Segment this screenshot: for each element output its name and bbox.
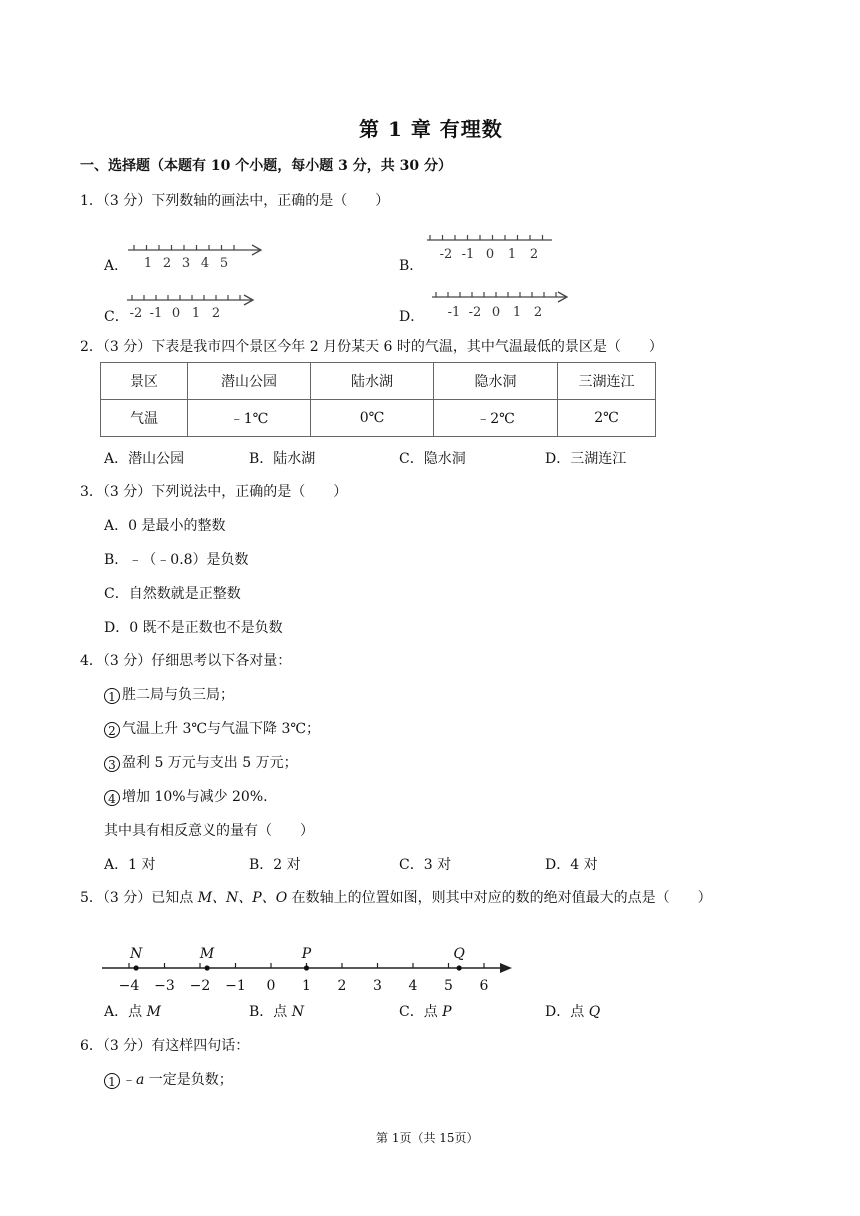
point-label: Q (453, 946, 465, 962)
q6-item-1 (104, 1069, 233, 1089)
question-6-stem: 6．（3 分）有这样四句话： (80, 1038, 250, 1054)
tick-label: 0 (491, 305, 501, 320)
table-cell: 景区 (101, 363, 188, 400)
tick-label: 1 (302, 978, 311, 994)
tick-label: 4 (408, 978, 418, 994)
tick-label: 5 (444, 978, 453, 994)
table-cell: 2℃ (558, 400, 656, 437)
q4-option-b: B．2 对 (249, 857, 301, 873)
q4-question: 其中具有相反意义的量有（ ） (104, 823, 314, 839)
tick-label: -1 (149, 306, 163, 321)
q5-option-c (399, 1001, 452, 1021)
circled-number: 1 (104, 1073, 120, 1089)
page-title: 第 1 章 有理数 (359, 117, 503, 141)
question-2-stem: 2．（3 分）下表是我市四个景区今年 2 月份某天 6 时的气温，其中气温最低的景区是（ ） (80, 339, 663, 355)
option-text: A．点 (104, 1004, 147, 1020)
question-5-stem (80, 887, 712, 907)
tick-label: 1 (512, 305, 522, 320)
tick-label: -1 (447, 305, 461, 320)
circled-number: 3 (104, 756, 120, 772)
q4-option-c: C．3 对 (399, 857, 452, 873)
tick-label: 1 (143, 256, 153, 270)
q3-option-d: D．0 既不是正数也不是负数 (104, 620, 283, 636)
tick-label: -2 (439, 247, 453, 262)
tick-label: 2 (162, 256, 172, 270)
tick-label: −2 (189, 978, 211, 994)
tick-label: 3 (181, 256, 191, 270)
temperature-table (100, 362, 656, 437)
tick-label: -2 (468, 305, 482, 320)
q3-option-a: A．0 是最小的整数 (104, 518, 226, 534)
q6-var: a (136, 1072, 145, 1088)
point-label: M (199, 946, 215, 962)
q5-stem-suffix: 在数轴上的位置如图，则其中对应的数的绝对值最大的点是（ ） (287, 890, 712, 906)
point-marker (457, 965, 462, 970)
q4-item-text: 盈利 5 万元与支出 5 万元； (122, 755, 298, 771)
option-var: M (146, 1004, 161, 1020)
q2-option-b: B．陆水湖 (249, 451, 316, 467)
q1-option-c-number-line (124, 290, 259, 326)
q6-item-text: 一定是负数； (144, 1072, 233, 1088)
question-4-stem: 4．（3 分）仔细思考以下各对量： (80, 653, 292, 669)
q4-item-text: 气温上升 3℃与气温下降 3℃； (122, 721, 321, 737)
q1-option-b-number-line (424, 228, 559, 264)
tick-label: 6 (479, 978, 489, 994)
circled-number: 4 (104, 790, 120, 806)
tick-label: 1 (191, 306, 201, 321)
q4-item-text: 增加 10%与减少 20%. (122, 789, 268, 805)
table-cell: 气温 (101, 400, 188, 437)
circled-number: 2 (104, 722, 120, 738)
q5-stem-vars: M、N、P、O (197, 890, 288, 906)
option-var: Q (588, 1004, 601, 1020)
q1-option-b-letter: B． (399, 258, 424, 274)
point-marker (205, 965, 210, 970)
tick-label: 0 (171, 306, 181, 321)
q4-option-d: D．4 对 (545, 857, 598, 873)
q4-item-1 (104, 684, 234, 704)
q1-option-a-number-line (124, 240, 269, 270)
tick-label: 3 (373, 978, 382, 994)
option-text: C．点 (399, 1004, 443, 1020)
tick-label: 1 (507, 247, 517, 262)
q4-item-text: 胜二局与负三局； (122, 687, 234, 703)
option-var: N (291, 1004, 304, 1020)
question-1-stem: 1．（3 分）下列数轴的画法中，正确的是（ ） (80, 193, 390, 209)
table-cell: 三湖连江 (558, 363, 656, 400)
q3-option-c: C．自然数就是正整数 (104, 586, 241, 602)
point-marker (134, 965, 139, 970)
q4-option-a: A．1 对 (104, 857, 156, 873)
section-heading: 一、选择题（本题有 10 个小题，每小题 3 分，共 30 分） (80, 158, 452, 174)
tick-label: 2 (337, 978, 347, 994)
circled-number: 1 (104, 688, 120, 704)
tick-label: 2 (529, 247, 539, 262)
point-marker (304, 965, 309, 970)
tick-label: −1 (225, 978, 246, 994)
q6-minus: ﹣ (122, 1072, 136, 1088)
q2-option-a: A．潜山公园 (104, 451, 185, 467)
tick-label: 2 (211, 306, 221, 321)
tick-label: 4 (200, 256, 210, 270)
q5-option-b (249, 1001, 304, 1021)
page-footer: 第 1页（共 15页） (376, 1131, 479, 1145)
table-cell: 隐水洞 (434, 363, 558, 400)
option-var: P (442, 1004, 452, 1020)
question-3-stem: 3．（3 分）下列说法中，正确的是（ ） (80, 484, 348, 500)
table-header-row (101, 363, 656, 400)
table-cell: ﹣1℃ (188, 400, 311, 437)
q1-option-d-letter: D． (399, 309, 425, 325)
q4-item-4 (104, 786, 268, 806)
point-label: N (129, 946, 143, 962)
q1-option-d-number-line (428, 287, 573, 325)
q2-option-c: C．隐水洞 (399, 451, 466, 467)
point-label: P (301, 946, 312, 962)
q4-item-2 (104, 718, 320, 738)
option-text: B．点 (249, 1004, 292, 1020)
q2-option-d: D．三湖连江 (545, 451, 627, 467)
q3-option-b: B．﹣（﹣0.8）是负数 (104, 552, 249, 568)
q1-option-c-letter: C． (104, 309, 129, 325)
q4-item-3 (104, 752, 298, 772)
q5-option-a (104, 1001, 161, 1021)
tick-label: 2 (533, 305, 543, 320)
q1-option-a-letter: A． (104, 258, 129, 274)
tick-label: -1 (461, 247, 475, 262)
table-cell: 0℃ (311, 400, 434, 437)
tick-label: −4 (118, 978, 140, 994)
table-cell: 潜山公园 (188, 363, 311, 400)
tick-label: -2 (129, 306, 143, 321)
table-row (101, 400, 656, 437)
tick-label: −3 (154, 978, 175, 994)
tick-label: 5 (219, 256, 229, 270)
q5-option-d (545, 1001, 600, 1021)
table-cell: 陆水湖 (311, 363, 434, 400)
q5-stem-prefix: 5．（3 分）已知点 (80, 890, 198, 906)
tick-label: 0 (266, 978, 276, 994)
tick-label: 0 (485, 247, 495, 262)
option-text: D．点 (545, 1004, 589, 1020)
table-cell: ﹣2℃ (434, 400, 558, 437)
q5-number-line (96, 938, 520, 996)
